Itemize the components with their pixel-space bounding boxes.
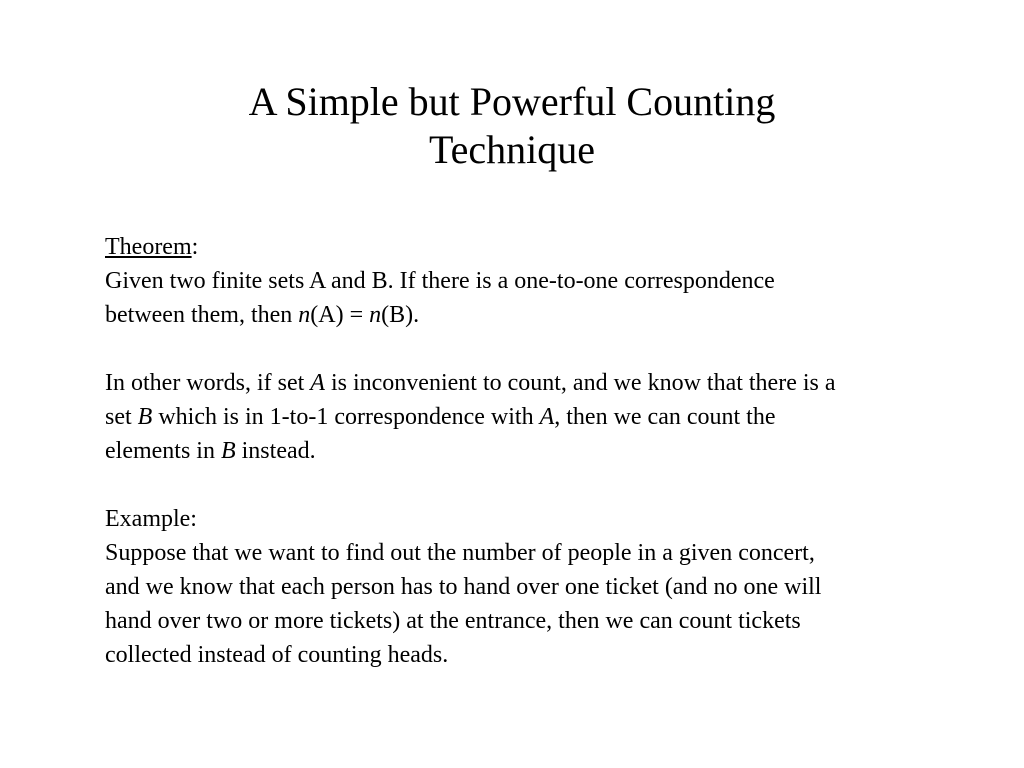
example-line-1: Suppose that we want to find out the number of people in a given concert, (105, 540, 815, 566)
paragraph-text: instead. (235, 438, 316, 464)
n-symbol: n (298, 302, 311, 328)
theorem-text: (A) = (310, 302, 370, 328)
example-line-4: collected instead of counting heads. (105, 642, 449, 668)
theorem-line-2 (105, 298, 985, 332)
title-line-1: A Simple but Powerful Counting (248, 79, 776, 124)
example-line-2: and we know that each person has to hand over one ticket (and no one will (105, 574, 822, 600)
set-a: A (310, 370, 325, 396)
paragraph-text: , then we can count the (554, 404, 776, 430)
paragraph-text: which is in 1-to-1 correspondence with (152, 404, 540, 430)
slide-title (0, 78, 1024, 174)
paragraph-text: is inconvenient to count, and we know that there is a (324, 370, 836, 396)
theorem-text: (B). (381, 302, 420, 328)
n-symbol: n (369, 302, 382, 328)
paragraph-gap (105, 468, 985, 502)
slide-body (105, 230, 985, 672)
set-a: A (539, 404, 555, 430)
paragraph-gap (105, 332, 985, 366)
other-words-line-2 (105, 400, 985, 434)
theorem-colon: : (191, 234, 199, 260)
set-b: B (137, 404, 153, 430)
example-label: Example: (105, 506, 197, 532)
title-line-2: Technique (428, 127, 595, 172)
set-b: B (220, 438, 236, 464)
theorem-text: between them, then (105, 302, 299, 328)
paragraph-text: set (105, 404, 138, 430)
paragraph-text: In other words, if set (105, 370, 311, 396)
other-words-line-1 (105, 366, 985, 400)
paragraph-text: elements in (105, 438, 221, 464)
example-line-3: hand over two or more tickets) at the entrance, then we can count tickets (105, 608, 801, 634)
theorem-heading (105, 230, 985, 264)
theorem-label: Theorem (105, 234, 192, 260)
other-words-line-3 (105, 434, 985, 468)
theorem-line-1: Given two finite sets A and B. If there is a one-to-one correspondence (105, 268, 775, 294)
